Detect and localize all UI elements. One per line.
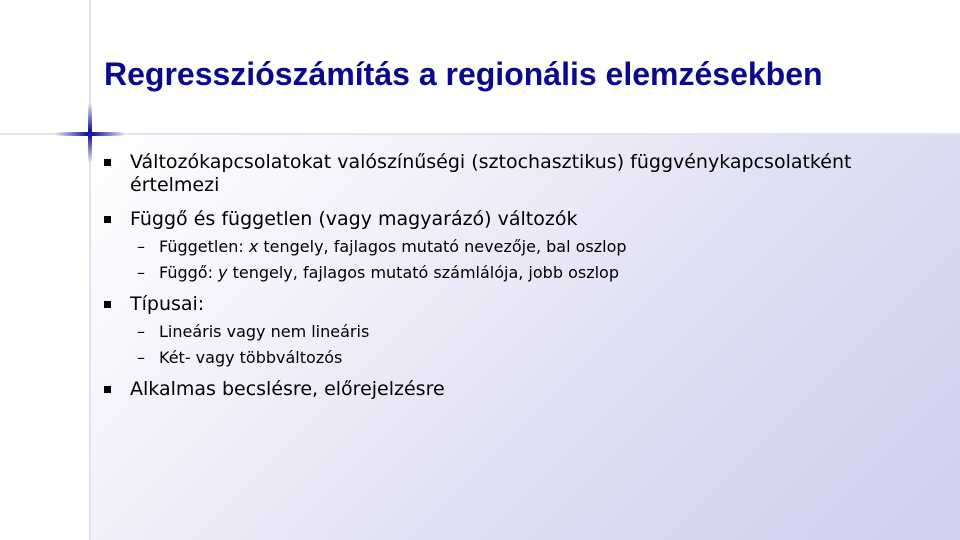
bullet-text: Függő és független (vagy magyarázó) változók: [130, 208, 578, 230]
bullet-item: [104, 208, 934, 231]
bullet-text: Típusai:: [130, 293, 205, 315]
square-bullet-icon: [104, 301, 111, 308]
square-bullet-icon: [104, 159, 111, 166]
sub-bullet-text-pre: Független:: [159, 237, 249, 256]
dash-marker: –: [137, 237, 145, 256]
sub-bullet-text-post: tengely, fajlagos mutató nevezője, bal oszlop: [258, 237, 627, 256]
sub-bullet-text-italic: y: [218, 263, 228, 282]
sub-bullet-text-post: tengely, fajlagos mutató számlálója, jobb oszlop: [227, 263, 619, 282]
bullet-item: [104, 151, 934, 197]
sub-bullet-text-italic: x: [248, 237, 259, 256]
sub-bullet-text: Lineáris vagy nem lineáris: [159, 322, 370, 341]
sub-bullet-text-pre: Függő:: [159, 263, 219, 282]
sub-bullet-text: Két- vagy többváltozós: [159, 348, 343, 367]
bullet-item: [104, 378, 934, 401]
sub-bullet-item: [137, 319, 927, 345]
dash-marker: –: [137, 322, 145, 341]
sub-bullet-item: [137, 234, 927, 260]
bullet-text: Alkalmas becslésre, előrejelzésre: [130, 378, 445, 400]
sub-bullet-item: [137, 260, 927, 286]
bullet-text: Változókapcsolatokat valószínűségi (sztochasztikus) függvénykapcsolatként értelmezi: [130, 151, 852, 196]
bullet-item: [104, 293, 934, 316]
sub-bullet-item: [137, 345, 927, 371]
square-bullet-icon: [104, 386, 111, 393]
slide-title: Regressziószámítás a regionális elemzésekben: [104, 56, 823, 92]
square-bullet-icon: [104, 216, 111, 223]
dash-marker: –: [137, 263, 145, 282]
dash-marker: –: [137, 348, 145, 367]
